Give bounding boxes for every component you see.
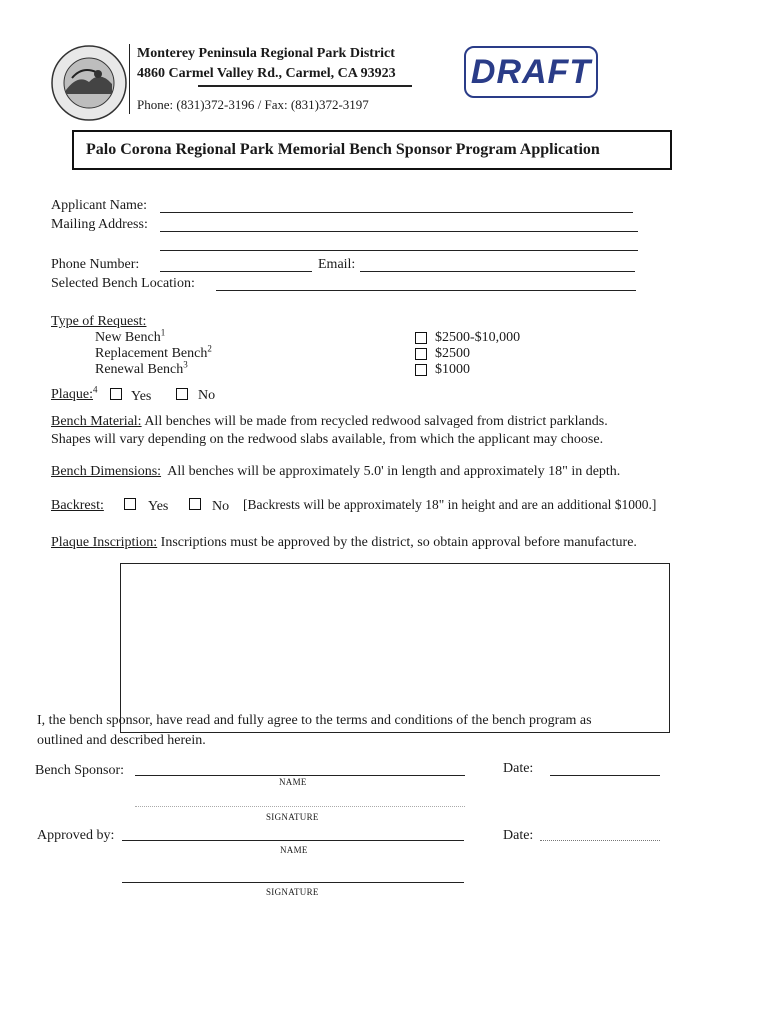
org-address: 4860 Carmel Valley Rd., Carmel, CA 93923 xyxy=(137,66,396,81)
approver-name-caption: NAME xyxy=(280,845,308,855)
district-seal-logo xyxy=(50,44,128,122)
email-label: Email: xyxy=(318,257,356,272)
phone-number-field[interactable] xyxy=(160,271,312,272)
sponsor-signature-caption: SIGNATURE xyxy=(266,812,319,822)
org-contact: Phone: (831)372-3196 / Fax: (831)372-3197 xyxy=(137,97,369,112)
plaque-no-label: No xyxy=(198,388,216,403)
mailing-address-field-2[interactable] xyxy=(160,250,638,251)
email-field[interactable] xyxy=(360,271,635,272)
renewal-bench-checkbox[interactable] xyxy=(415,364,427,376)
approver-date-field[interactable] xyxy=(540,840,660,841)
org-name: Monterey Peninsula Regional Park District xyxy=(137,46,395,61)
backrest-note: [Backrests will be approximately 18" in height and are an additional $1000.] xyxy=(243,497,657,512)
sponsor-signature-field[interactable] xyxy=(135,806,465,807)
price-replacement-bench: $2500 xyxy=(435,346,470,361)
agreement-line2: outlined and described herein. xyxy=(37,733,206,748)
price-renewal-bench: $1000 xyxy=(435,362,470,377)
mailing-address-label: Mailing Address: xyxy=(51,217,148,232)
plaque-yes-label: Yes xyxy=(131,389,152,404)
replacement-bench-checkbox[interactable] xyxy=(415,348,427,360)
bench-dimensions: Bench Dimensions: All benches will be approximately 5.0' in length and approximately 18" in depth. xyxy=(51,464,621,479)
mailing-address-field[interactable] xyxy=(160,231,638,232)
approver-name-field[interactable] xyxy=(122,840,464,841)
address-underline xyxy=(198,85,412,87)
header-divider xyxy=(129,44,130,114)
backrest-no-label: No xyxy=(212,499,230,514)
request-type-replacement: Replacement Bench$^2$ xyxy=(95,343,212,361)
price-new-bench: $2500-$10,000 xyxy=(435,330,521,345)
sponsor-name-caption: NAME xyxy=(279,777,307,787)
approver-signature-field[interactable] xyxy=(122,882,464,883)
backrest-yes-label: Yes xyxy=(148,499,169,514)
bench-material-line1: Bench Material: All benches will be made from recycled redwood salvaged from district parklands. xyxy=(51,414,608,429)
form-title-box xyxy=(72,130,672,170)
bench-location-field[interactable] xyxy=(216,290,636,291)
type-of-request-heading: Type of Request: xyxy=(51,314,147,329)
agreement-line1: I, the bench sponsor, have read and fully agree to the terms and conditions of the bench program as xyxy=(37,713,592,728)
request-type-new: New Bench$^1$ xyxy=(95,327,166,345)
bench-material-line2: Shapes will vary depending on the redwood slabs available, from which the applicant may choose. xyxy=(51,432,604,447)
applicant-name-label: Applicant Name: xyxy=(51,198,148,213)
form-title: Palo Corona Regional Park Memorial Bench Sponsor Program Application xyxy=(86,141,600,158)
new-bench-checkbox[interactable] xyxy=(415,332,427,344)
plaque-no-checkbox[interactable] xyxy=(176,388,188,400)
sponsor-date-field[interactable] xyxy=(550,775,660,776)
sponsor-date-label: Date: xyxy=(503,761,534,776)
request-type-renewal: Renewal Bench$^3$ xyxy=(95,359,188,377)
plaque-yes-checkbox[interactable] xyxy=(110,388,122,400)
plaque-label: Plaque:$^4$ xyxy=(51,384,98,402)
bench-location-label: Selected Bench Location: xyxy=(51,276,195,291)
bench-sponsor-label: Bench Sponsor: xyxy=(35,763,125,778)
applicant-name-field[interactable] xyxy=(160,212,633,213)
draft-stamp xyxy=(464,46,598,98)
backrest-no-checkbox[interactable] xyxy=(189,498,201,510)
approver-date-label: Date: xyxy=(503,828,534,843)
approved-by-label: Approved by: xyxy=(37,828,115,843)
plaque-inscription: Plaque Inscription: Inscriptions must be approved by the district, so obtain approval before manufacture. xyxy=(51,535,637,550)
approver-signature-caption: SIGNATURE xyxy=(266,887,319,897)
backrest-yes-checkbox[interactable] xyxy=(124,498,136,510)
inscription-textbox[interactable] xyxy=(120,563,670,733)
phone-number-label: Phone Number: xyxy=(51,257,140,272)
backrest-label: Backrest: xyxy=(51,498,104,513)
draft-stamp-text: DRAFT xyxy=(470,52,592,91)
